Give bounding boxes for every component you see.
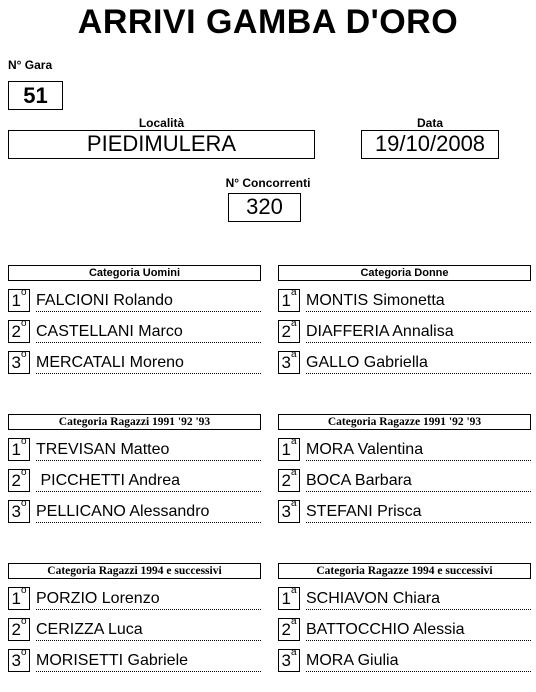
gara-label: N° Gara bbox=[8, 58, 53, 72]
athlete-name: PELLICANO Alessandro bbox=[36, 502, 261, 523]
page-title: ARRIVI GAMBA D'ORO bbox=[77, 3, 459, 41]
rank-badge bbox=[278, 320, 300, 343]
rank-suffix: a bbox=[290, 467, 297, 478]
rank-number: 3 bbox=[11, 502, 21, 521]
data-label: Data bbox=[416, 116, 443, 130]
rank-badge bbox=[278, 500, 300, 523]
athlete-name: BATTOCCHIO Alessia bbox=[306, 620, 531, 641]
rank-suffix: o bbox=[20, 349, 27, 360]
athlete-name: MONTIS Simonetta bbox=[306, 291, 531, 312]
rank-suffix: o bbox=[20, 498, 27, 509]
athlete-name: MORA Giulia bbox=[306, 651, 531, 672]
rank-suffix: o bbox=[20, 287, 27, 298]
rank-suffix: o bbox=[20, 616, 27, 627]
rank-badge bbox=[278, 587, 300, 610]
rank-suffix: o bbox=[20, 318, 27, 329]
rank-number: 3 bbox=[281, 353, 291, 372]
rank-suffix: a bbox=[290, 287, 297, 298]
rank-badge bbox=[8, 289, 30, 312]
gara-value: 51 bbox=[8, 81, 63, 110]
rank-suffix: o bbox=[20, 436, 27, 447]
rank-badge bbox=[8, 500, 30, 523]
athlete-name: FALCIONI Rolando bbox=[36, 291, 261, 312]
category-title: Categoria Uomini bbox=[8, 265, 261, 281]
rank-suffix: o bbox=[20, 467, 27, 478]
localita-label: Località bbox=[138, 116, 185, 130]
rank-number: 1 bbox=[11, 291, 21, 310]
rank-suffix: a bbox=[290, 349, 297, 360]
rank-suffix: a bbox=[290, 616, 297, 627]
rank-number: 2 bbox=[281, 471, 291, 490]
rank-suffix: a bbox=[290, 585, 297, 596]
concorrenti-label: N° Concorrenti bbox=[225, 176, 311, 190]
athlete-name: STEFANI Prisca bbox=[306, 502, 531, 523]
rank-suffix: a bbox=[290, 647, 297, 658]
localita-value: PIEDIMULERA bbox=[8, 130, 315, 159]
athlete-name: SCHIAVON Chiara bbox=[306, 589, 531, 610]
athlete-name: PICCHETTI Andrea bbox=[36, 471, 261, 492]
rank-number: 2 bbox=[11, 620, 21, 639]
rank-badge bbox=[8, 649, 30, 672]
rank-number: 3 bbox=[11, 651, 21, 670]
rank-number: 2 bbox=[11, 322, 21, 341]
athlete-name: PORZIO Lorenzo bbox=[36, 589, 261, 610]
concorrenti-value: 320 bbox=[228, 193, 301, 222]
rank-number: 1 bbox=[281, 589, 291, 608]
athlete-name: DIAFFERIA Annalisa bbox=[306, 322, 531, 343]
data-value: 19/10/2008 bbox=[361, 130, 499, 159]
rank-badge bbox=[8, 469, 30, 492]
rank-badge bbox=[278, 289, 300, 312]
rank-suffix: o bbox=[20, 647, 27, 658]
athlete-name: CERIZZA Luca bbox=[36, 620, 261, 641]
rank-number: 2 bbox=[11, 471, 21, 490]
athlete-name: MORA Valentina bbox=[306, 440, 531, 461]
rank-number: 3 bbox=[11, 353, 21, 372]
rank-badge bbox=[8, 351, 30, 374]
rank-badge bbox=[278, 351, 300, 374]
rank-number: 2 bbox=[281, 322, 291, 341]
rank-number: 3 bbox=[281, 502, 291, 521]
athlete-name: CASTELLANI Marco bbox=[36, 322, 261, 343]
rank-suffix: a bbox=[290, 318, 297, 329]
rank-suffix: o bbox=[20, 585, 27, 596]
rank-number: 1 bbox=[11, 589, 21, 608]
rank-badge bbox=[8, 618, 30, 641]
category-title: Categoria Ragazze 1994 e successivi bbox=[278, 563, 531, 579]
category-title: Categoria Ragazze 1991 '92 '93 bbox=[278, 414, 531, 430]
category-title: Categoria Donne bbox=[278, 265, 531, 281]
rank-badge bbox=[8, 587, 30, 610]
rank-badge bbox=[278, 438, 300, 461]
rank-number: 1 bbox=[281, 291, 291, 310]
rank-number: 1 bbox=[11, 440, 21, 459]
rank-badge bbox=[8, 320, 30, 343]
athlete-name: TREVISAN Matteo bbox=[36, 440, 261, 461]
rank-badge bbox=[278, 469, 300, 492]
rank-number: 3 bbox=[281, 651, 291, 670]
athlete-name: MERCATALI Moreno bbox=[36, 353, 261, 374]
category-title: Categoria Ragazzi 1994 e successivi bbox=[8, 563, 261, 579]
rank-number: 2 bbox=[281, 620, 291, 639]
rank-suffix: a bbox=[290, 436, 297, 447]
rank-suffix: a bbox=[290, 498, 297, 509]
category-title: Categoria Ragazzi 1991 '92 '93 bbox=[8, 414, 261, 430]
athlete-name: GALLO Gabriella bbox=[306, 353, 531, 374]
athlete-name: BOCA Barbara bbox=[306, 471, 531, 492]
rank-badge bbox=[278, 618, 300, 641]
athlete-name: MORISETTI Gabriele bbox=[36, 651, 261, 672]
rank-badge bbox=[278, 649, 300, 672]
rank-number: 1 bbox=[281, 440, 291, 459]
rank-badge bbox=[8, 438, 30, 461]
